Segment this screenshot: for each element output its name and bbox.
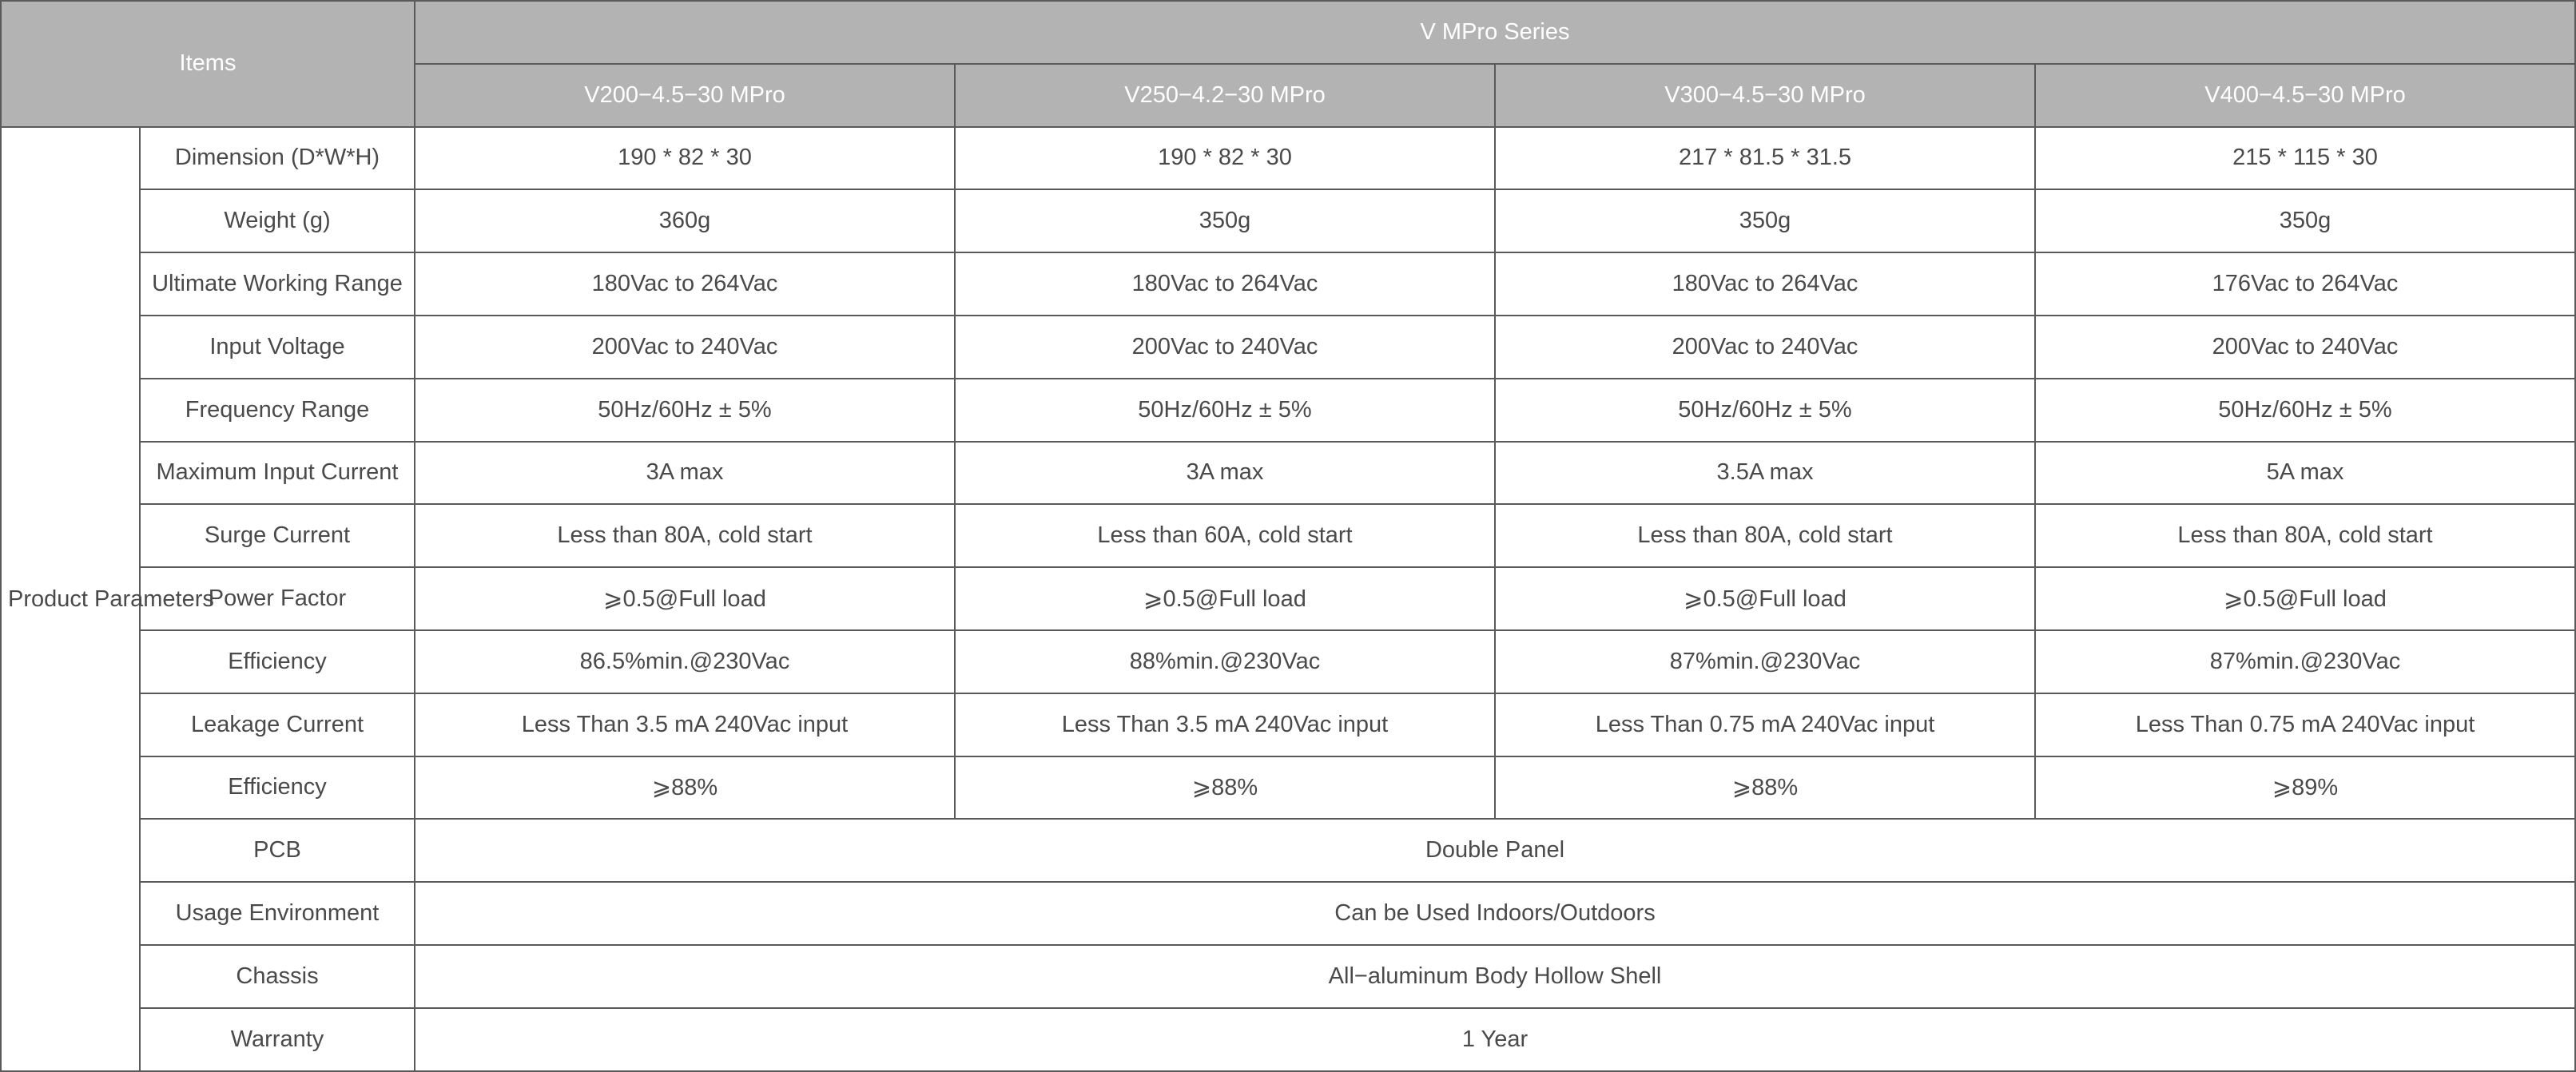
value-cell: 50Hz/60Hz ± 5%: [955, 379, 1495, 442]
table-row: [1, 504, 2575, 567]
header-row-series: [1, 1, 2575, 64]
value-cell: 200Vac to 240Vac: [2035, 316, 2575, 379]
table-row: [1, 630, 2575, 693]
table-row: [1, 127, 2575, 190]
value-cell: 87%min.@230Vac: [1495, 630, 2035, 693]
value-cell: 87%min.@230Vac: [2035, 630, 2575, 693]
param-label: Power Factor: [140, 567, 415, 630]
value-cell: Less Than 0.75 mA 240Vac input: [2035, 693, 2575, 756]
table-row: [1, 379, 2575, 442]
value-cell: 50Hz/60Hz ± 5%: [415, 379, 955, 442]
merged-value-cell: Can be Used Indoors/Outdoors: [415, 882, 2575, 945]
value-cell: ⩾0.5@Full load: [955, 567, 1495, 630]
model-header: V250−4.2−30 MPro: [955, 64, 1495, 127]
table-row: [1, 316, 2575, 379]
table-row: [1, 945, 2575, 1008]
value-cell: ⩾88%: [1495, 756, 2035, 820]
param-label: Ultimate Working Range: [140, 252, 415, 316]
param-label: Dimension (D*W*H): [140, 127, 415, 190]
param-label: Leakage Current: [140, 693, 415, 756]
param-label: PCB: [140, 819, 415, 882]
value-cell: 180Vac to 264Vac: [1495, 252, 2035, 316]
value-cell: 176Vac to 264Vac: [2035, 252, 2575, 316]
merged-value-cell: Double Panel: [415, 819, 2575, 882]
table-row: [1, 252, 2575, 316]
param-label: Maximum Input Current: [140, 442, 415, 505]
value-cell: 88%min.@230Vac: [955, 630, 1495, 693]
value-cell: 3A max: [415, 442, 955, 505]
table-row: [1, 1008, 2575, 1071]
value-cell: 200Vac to 240Vac: [1495, 316, 2035, 379]
value-cell: 50Hz/60Hz ± 5%: [2035, 379, 2575, 442]
value-cell: 350g: [2035, 189, 2575, 252]
model-header: V200−4.5−30 MPro: [415, 64, 955, 127]
table-row: [1, 567, 2575, 630]
value-cell: Less Than 0.75 mA 240Vac input: [1495, 693, 2035, 756]
value-cell: 3A max: [955, 442, 1495, 505]
value-cell: 5A max: [2035, 442, 2575, 505]
value-cell: 215 * 115 * 30: [2035, 127, 2575, 190]
items-header: Items: [1, 1, 415, 127]
merged-value-cell: 1 Year: [415, 1008, 2575, 1071]
param-label: Weight (g): [140, 189, 415, 252]
value-cell: 180Vac to 264Vac: [415, 252, 955, 316]
table-row: [1, 189, 2575, 252]
value-cell: Less than 80A, cold start: [1495, 504, 2035, 567]
value-cell: Less than 80A, cold start: [415, 504, 955, 567]
merged-value-cell: All−aluminum Body Hollow Shell: [415, 945, 2575, 1008]
param-label: Warranty: [140, 1008, 415, 1071]
value-cell: ⩾0.5@Full load: [1495, 567, 2035, 630]
value-cell: ⩾89%: [2035, 756, 2575, 820]
value-cell: 200Vac to 240Vac: [955, 316, 1495, 379]
value-cell: 3.5A max: [1495, 442, 2035, 505]
param-label: Input Voltage: [140, 316, 415, 379]
value-cell: 50Hz/60Hz ± 5%: [1495, 379, 2035, 442]
table-row: [1, 442, 2575, 505]
series-header: V MPro Series: [415, 1, 2575, 64]
value-cell: Less Than 3.5 mA 240Vac input: [415, 693, 955, 756]
model-header: V400−4.5−30 MPro: [2035, 64, 2575, 127]
value-cell: 360g: [415, 189, 955, 252]
model-header: V300−4.5−30 MPro: [1495, 64, 2035, 127]
value-cell: 190 * 82 * 30: [415, 127, 955, 190]
param-label: Chassis: [140, 945, 415, 1008]
value-cell: ⩾0.5@Full load: [2035, 567, 2575, 630]
spec-table-body: [1, 1, 2575, 1071]
table-row: [1, 882, 2575, 945]
param-label: Efficiency: [140, 756, 415, 820]
value-cell: Less than 60A, cold start: [955, 504, 1495, 567]
value-cell: Less Than 3.5 mA 240Vac input: [955, 693, 1495, 756]
value-cell: 180Vac to 264Vac: [955, 252, 1495, 316]
table-row: [1, 819, 2575, 882]
value-cell: ⩾88%: [415, 756, 955, 820]
value-cell: 350g: [955, 189, 1495, 252]
param-label: Efficiency: [140, 630, 415, 693]
table-row: [1, 756, 2575, 820]
param-label: Usage Environment: [140, 882, 415, 945]
value-cell: 86.5%min.@230Vac: [415, 630, 955, 693]
value-cell: 200Vac to 240Vac: [415, 316, 955, 379]
param-label: Surge Current: [140, 504, 415, 567]
value-cell: 350g: [1495, 189, 2035, 252]
table-row: [1, 693, 2575, 756]
group-label: Product Parameters: [1, 127, 140, 1071]
value-cell: ⩾0.5@Full load: [415, 567, 955, 630]
value-cell: 217 * 81.5 * 31.5: [1495, 127, 2035, 190]
value-cell: 190 * 82 * 30: [955, 127, 1495, 190]
param-label: Frequency Range: [140, 379, 415, 442]
value-cell: Less than 80A, cold start: [2035, 504, 2575, 567]
value-cell: ⩾88%: [955, 756, 1495, 820]
